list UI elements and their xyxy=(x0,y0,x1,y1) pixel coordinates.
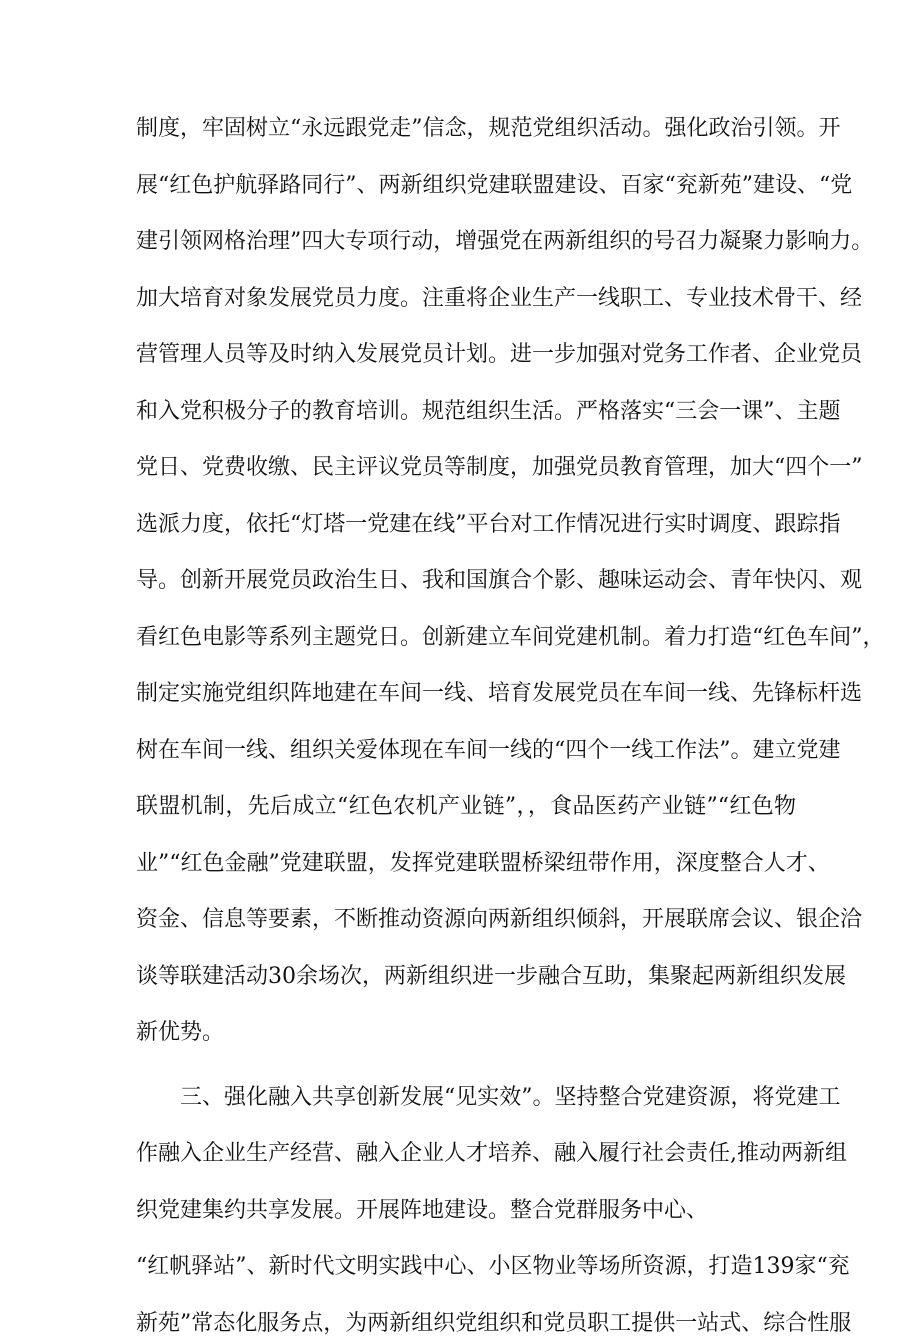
text-line-1: 制度，牢固树立“永远跟党走”信念，规范党组织活动。强化政治引领。开 xyxy=(136,116,841,141)
text-line-14: 业”“红色金融”党建联盟，发挥党建联盟桥梁纽带作用，深度整合人才、 xyxy=(136,850,830,876)
text-line-12: 树在车间一线、组织关爱体现在车间一线的“四个一线工作法”。建立党建 xyxy=(136,737,841,763)
text-line-5: 营管理人员等及时纳入发展党员计划。进一步加强对党务工作者、企业党员 xyxy=(136,342,863,367)
text-line-11: 制定实施党组织阵地建在车间一线、培育发展党员在车间一线、先锋标杆选 xyxy=(136,681,863,706)
text-line-21: “红帆驿站”、新时代文明实践中心、小区物业等场所资源，打造139家“兖 xyxy=(136,1254,850,1279)
text-line-19: 作融入企业生产经营、融入企业人才培养、融入履行社会责任,推动两新组 xyxy=(136,1141,847,1166)
text-line-16: 谈等联建活动30余场次，两新组织进一步融合互助，集聚起两新组织发展 xyxy=(136,963,846,989)
text-line-22: 新苑”常态化服务点，为两新组织党组织和党员职工提供一站式、综合性服 xyxy=(136,1310,852,1336)
text-line-13: 联盟机制，先后成立“红色农机产业链”，，食品医药产业链”“红色物 xyxy=(136,794,796,819)
text-line-9: 导。创新开展党员政治生日、我和国旗合个影、趣味运动会、青年快闪、观 xyxy=(136,568,863,593)
text-line-15: 资金、信息等要素，不断推动资源向两新组织倾斜，开展联席会议、银企洽 xyxy=(136,907,863,932)
text-line-4: 加大培育对象发展党员力度。注重将企业生产一线职工、专业技术骨干、经 xyxy=(136,285,863,311)
text-line-17: 新优势。 xyxy=(136,1020,225,1045)
text-line-10: 看红色电影等系列主题党日。创新建立车间党建机制。着力打造“红色车间”， xyxy=(136,624,885,650)
text-line-3: 建引领网格治理”四大专项行动，增强党在两新组织的号召力凝聚力影响力。 xyxy=(136,229,874,254)
text-line-7: 党日、党费收缴、民主评议党员等制度，加强党员教育管理，加大“四个一” xyxy=(136,455,863,480)
text-line-20: 织党建集约共享发展。开展阵地建设。整合党群服务中心、 xyxy=(136,1197,709,1223)
text-line-2: 展“红色护航驿路同行”、两新组织党建联盟建设、百家“兖新苑”建设、“党 xyxy=(136,172,853,198)
section-three-heading-line: 三、强化融入共享创新发展“见实效”。坚持整合党建资源，将党建工 xyxy=(180,1084,841,1110)
text-line-6: 和入党积极分子的教育培训。规范组织生活。严格落实“三会一课”、主题 xyxy=(136,398,841,424)
text-line-8: 选派力度，依托“灯塔一党建在线”平台对工作情况进行实时调度、跟踪指 xyxy=(136,511,841,537)
